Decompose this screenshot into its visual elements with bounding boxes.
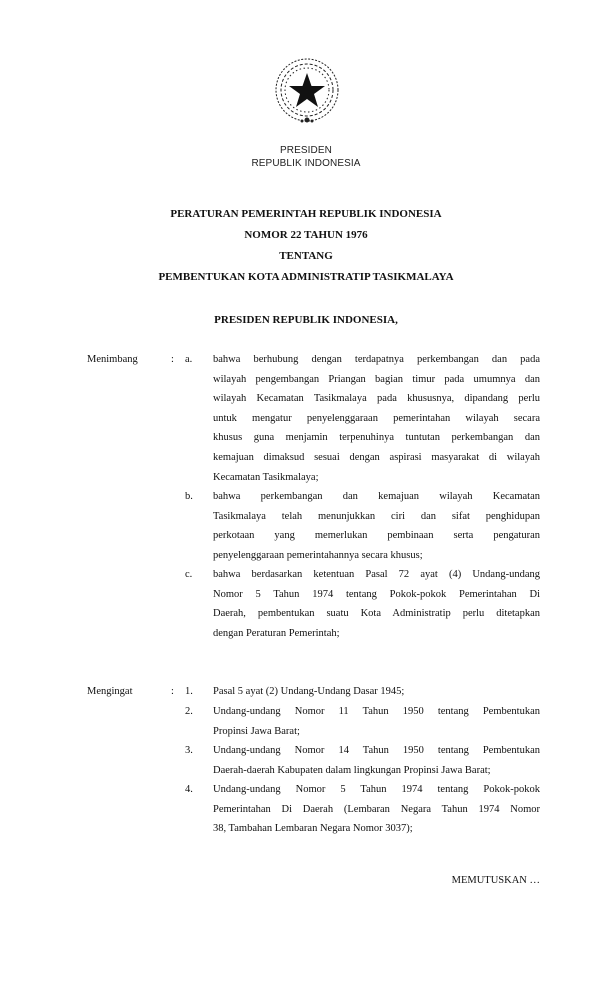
item-marker: b. xyxy=(185,491,193,502)
text-line: untuk mengatur penyelenggaraan pemerintahan wilayah secara xyxy=(213,412,540,424)
regulation-subject: PEMBENTUKAN KOTA ADMINISTRATIP TASIKMALAYA xyxy=(158,271,454,283)
mengingat-item-1 xyxy=(213,682,540,702)
text-line: wilayah pengembangan Priangan bagian timur pada umumnya dan xyxy=(213,373,540,385)
text-line: Daerah-daerah Kabupaten dalam lingkungan Propinsi Jawa Barat; xyxy=(213,764,491,776)
text-line: wilayah Kecamatan Tasikmalaya pada khususnya, dipandang perlu xyxy=(213,393,540,405)
star-wreath-icon xyxy=(271,56,343,128)
text-line: dengan Peraturan Pemerintah; xyxy=(213,627,340,639)
item-marker: 2. xyxy=(185,706,193,717)
regulation-type: PERATURAN PEMERINTAH REPUBLIK INDONESIA xyxy=(170,208,442,220)
mengingat-colon: : xyxy=(171,686,174,697)
text-line: Undang-undang Nomor 5 Tahun 1974 tentang Pokok-pokok xyxy=(213,784,540,795)
text-line: kemajuan dimaksud sesuai dengan aspirasi masyarakat di wilayah xyxy=(213,451,540,463)
item-marker: 4. xyxy=(185,784,193,795)
text-line: perkotaan yang memerlukan pembinaan serta pengaturan xyxy=(213,530,540,542)
item-marker: 3. xyxy=(185,745,193,756)
text-line: bahwa berhubung dengan terdapatnya perkembangan dan pada xyxy=(213,354,540,365)
text-line: bahwa perkembangan dan kemajuan wilayah Kecamatan xyxy=(213,491,540,502)
menimbang-label: Menimbang xyxy=(87,354,138,365)
menimbang-item-a xyxy=(213,350,540,487)
text-line: Nomor 5 Tahun 1974 tentang Pokok-pokok Pemerintahan Di xyxy=(213,588,540,600)
menimbang-item-c xyxy=(213,565,540,643)
regulation-number: NOMOR 22 TAHUN 1976 xyxy=(244,229,368,241)
mengingat-label: Mengingat xyxy=(87,686,133,697)
presidential-emblem xyxy=(271,56,343,128)
text-line: bahwa berdasarkan ketentuan Pasal 72 ayat (4) Undang-undang xyxy=(213,569,540,580)
mengingat-item-4 xyxy=(213,780,540,839)
text-line: Pemerintahan Di Daerah (Lembaran Negara Tahun 1974 Nomor xyxy=(213,803,540,815)
mengingat-item-2 xyxy=(213,702,540,741)
mengingat-item-3 xyxy=(213,741,540,780)
issuer-heading: PRESIDEN REPUBLIK INDONESIA, xyxy=(214,314,398,326)
regulation-about: TENTANG xyxy=(279,250,333,262)
item-marker: c. xyxy=(185,569,193,580)
item-marker: a. xyxy=(185,354,193,365)
menimbang-colon: : xyxy=(171,354,174,365)
text-line: Kecamatan Tasikmalaya; xyxy=(213,471,319,483)
text-line: Daerah, pembentukan suatu Kota Administratip perlu ditetapkan xyxy=(213,608,540,620)
institution-line-2: REPUBLIK INDONESIA xyxy=(251,158,361,169)
menimbang-item-b xyxy=(213,487,540,565)
text-line: khusus guna menjamin terpenuhinya tuntutan perkembangan dan xyxy=(213,432,540,444)
text-line: Pasal 5 ayat (2) Undang-Undang Dasar 1945; xyxy=(213,686,405,697)
text-line: Propinsi Jawa Barat; xyxy=(213,725,300,737)
text-line: 38, Tambahan Lembaran Negara Nomor 3037); xyxy=(213,823,413,835)
text-line: Undang-undang Nomor 11 Tahun 1950 tentang Pembentukan xyxy=(213,706,540,717)
text-line: Tasikmalaya telah menunjukkan ciri dan sifat penghidupan xyxy=(213,510,540,522)
continuation-marker: MEMUTUSKAN … xyxy=(451,875,540,886)
text-line: Undang-undang Nomor 14 Tahun 1950 tentang Pembentukan xyxy=(213,745,540,756)
item-marker: 1. xyxy=(185,686,193,697)
text-line: penyelenggaraan pemerintahannya secara khusus; xyxy=(213,549,423,561)
institution-line-1: PRESIDEN xyxy=(280,145,332,156)
